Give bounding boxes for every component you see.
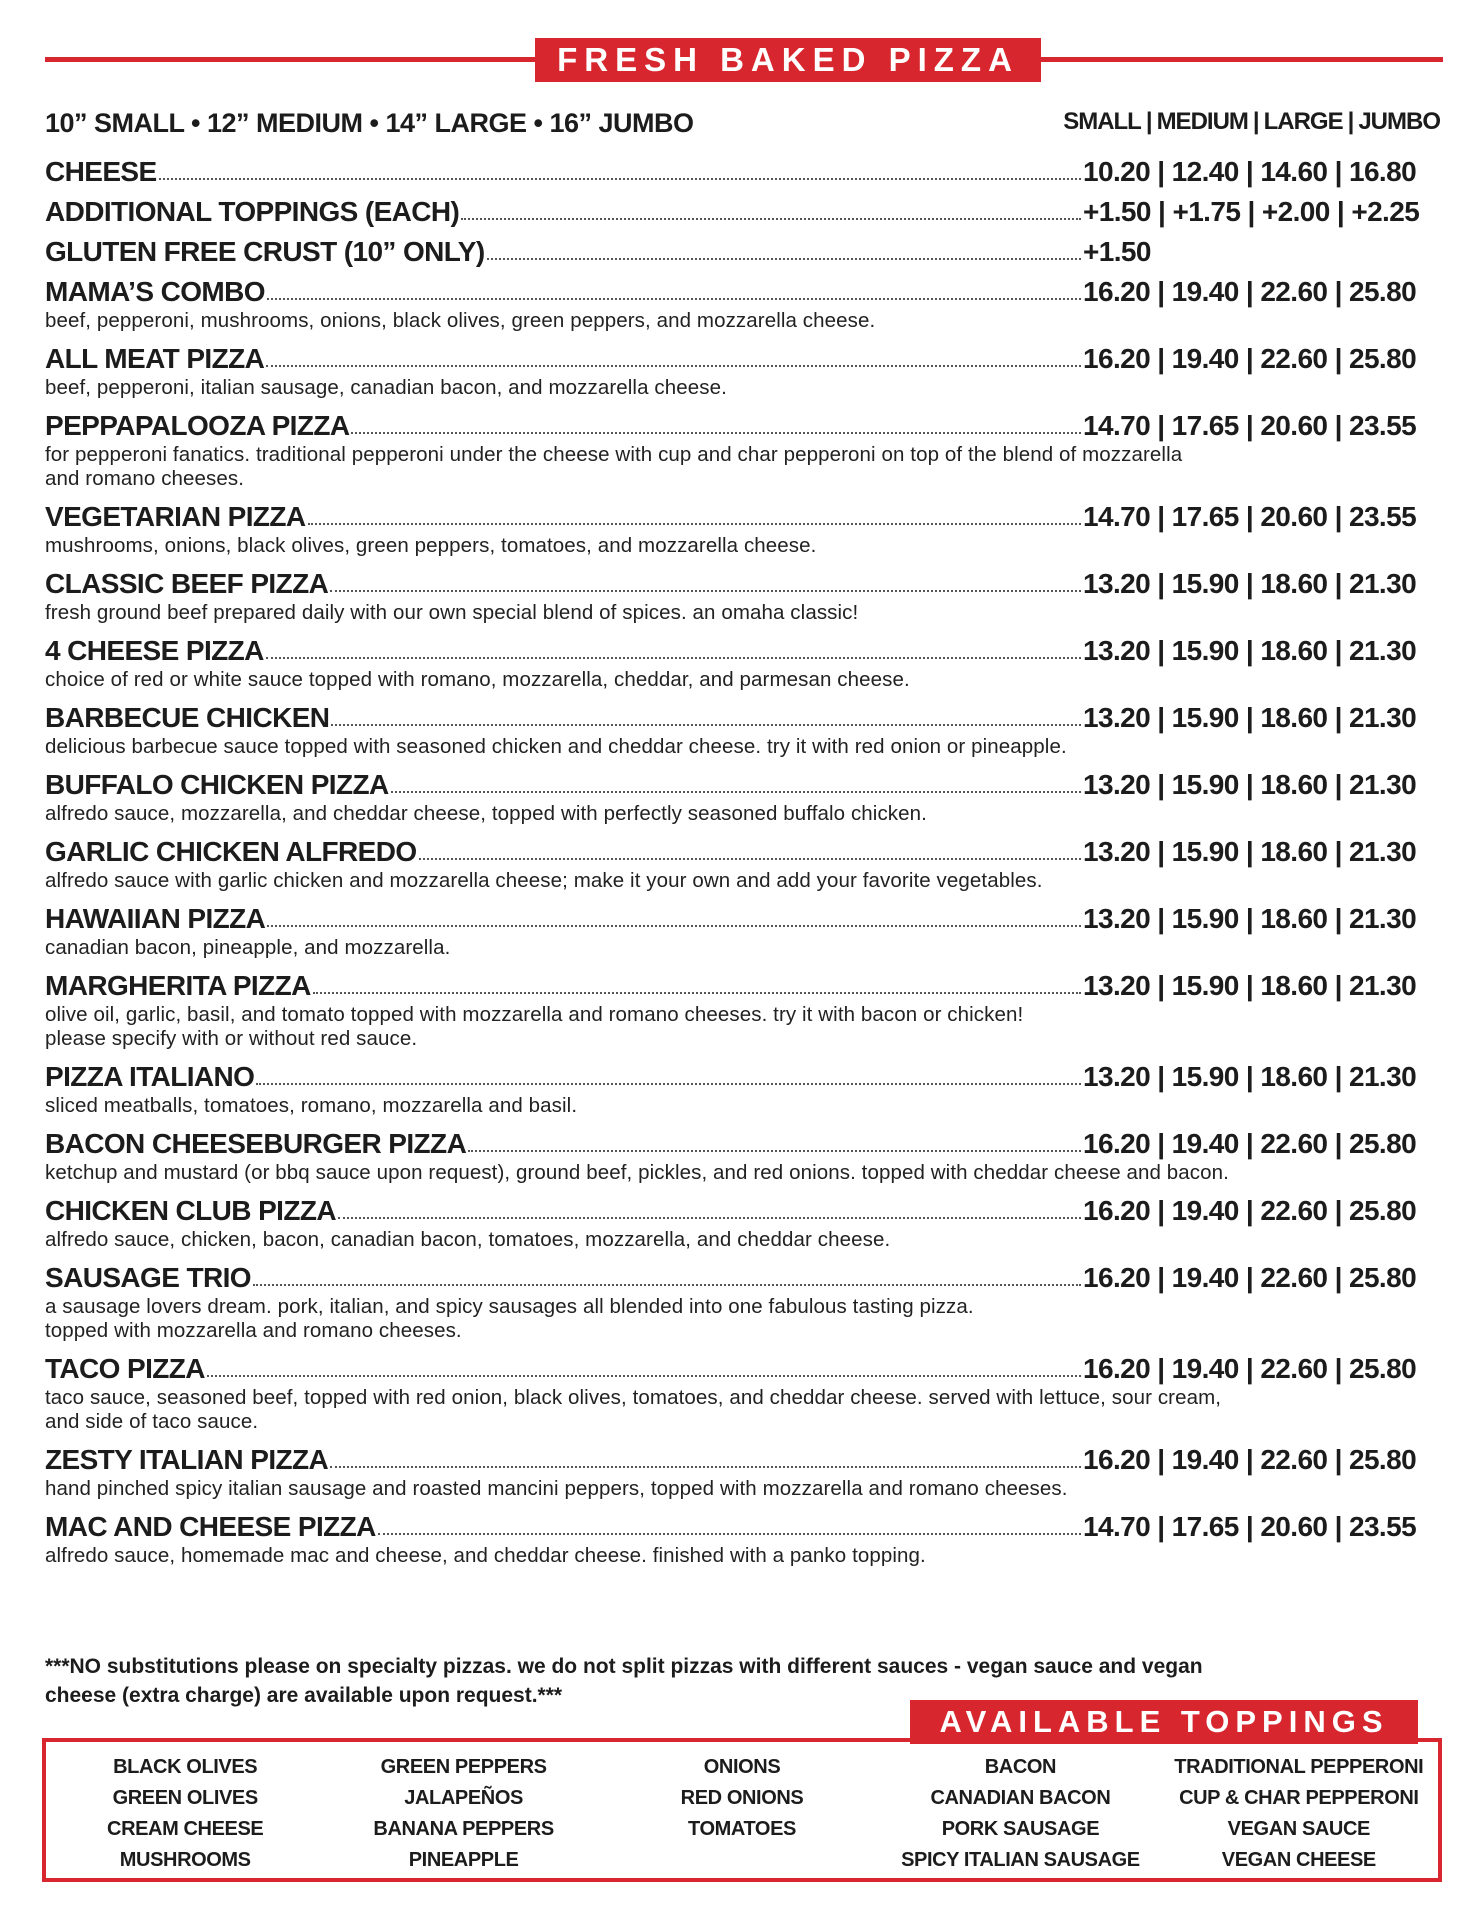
menu-item-name: VEGETARIAN PIZZA — [45, 501, 306, 532]
menu-item-line — [45, 1120, 1443, 1160]
menu-item-price: 16.20 | 19.40 | 22.60 | 25.80 — [1083, 1444, 1417, 1475]
menu-item-name: CLASSIC BEEF PIZZA — [45, 568, 329, 599]
dot-leader — [253, 1283, 1081, 1286]
menu-item — [45, 335, 1443, 400]
dot-leader — [267, 924, 1081, 927]
menu-item-description: delicious barbecue sauce topped with seasoned chicken and cheddar cheese. try it with red onion or pineapple. — [45, 735, 1067, 758]
header-banner: FRESH BAKED PIZZA — [535, 38, 1041, 82]
toppings-column — [324, 1752, 602, 1876]
menu-item-price: 13.20 | 15.90 | 18.60 | 21.30 — [1083, 568, 1417, 599]
dot-leader — [461, 217, 1081, 220]
menu-item-line — [45, 895, 1443, 935]
menu-item-price: 13.20 | 15.90 | 18.60 | 21.30 — [1083, 769, 1417, 800]
menu-item-name: CHEESE — [45, 156, 157, 187]
toppings-column — [1160, 1752, 1438, 1876]
menu-item-name: MAC AND CHEESE PIZZA — [45, 1511, 376, 1542]
menu-item-line — [45, 1345, 1443, 1385]
menu-item-line — [45, 188, 1443, 228]
menu-item-description: alfredo sauce, mozzarella, and cheddar cheese, topped with perfectly seasoned buffalo chicken. — [45, 802, 927, 825]
menu-item-line — [45, 761, 1443, 801]
menu-item-price: 13.20 | 15.90 | 18.60 | 21.30 — [1083, 836, 1417, 867]
menu-item-description: for pepperoni fanatics. traditional pepperoni under the cheese with cup and char pepperoni on top of the blend of mozzarella and romano cheeses. — [45, 443, 1183, 490]
menu-item-description: sliced meatballs, tomatoes, romano, mozzarella and basil. — [45, 1094, 578, 1117]
menu-item-description: alfredo sauce, chicken, bacon, canadian bacon, tomatoes, mozzarella, and cheddar cheese. — [45, 1228, 891, 1251]
topping-item: GREEN OLIVES — [112, 1787, 258, 1809]
menu-item-price: 10.20 | 12.40 | 14.60 | 16.80 — [1083, 156, 1417, 187]
menu-item-name: PEPPAPALOOZA PIZZA — [45, 410, 350, 441]
menu-item — [45, 761, 1443, 826]
menu-item-description: alfredo sauce, homemade mac and cheese, and cheddar cheese. finished with a panko topping. — [45, 1544, 926, 1567]
menu-item-name: BARBECUE CHICKEN — [45, 702, 330, 733]
menu-item-price: 14.70 | 17.65 | 20.60 | 23.55 — [1083, 410, 1417, 441]
menu-item-description: mushrooms, onions, black olives, green peppers, tomatoes, and mozzarella cheese. — [45, 534, 817, 557]
topping-item: PINEAPPLE — [408, 1849, 519, 1871]
menu-item-line — [45, 493, 1443, 533]
menu-item-price: 13.20 | 15.90 | 18.60 | 21.30 — [1083, 702, 1417, 733]
menu-item-name: ZESTY ITALIAN PIZZA — [45, 1444, 329, 1475]
menu-item-line — [45, 228, 1443, 268]
dot-leader — [308, 522, 1081, 525]
menu-item-line — [45, 1053, 1443, 1093]
topping-item: RED ONIONS — [680, 1787, 804, 1809]
dot-leader — [391, 790, 1081, 793]
dot-leader — [207, 1374, 1081, 1377]
topping-item: JALAPEÑOS — [404, 1787, 523, 1809]
menu-item — [45, 148, 1443, 188]
menu-item — [45, 895, 1443, 960]
menu-item-description: taco sauce, seasoned beef, topped with red onion, black olives, tomatoes, and cheddar cheese. served with lettuce, sour cream, and side of taco sauce. — [45, 1386, 1222, 1433]
menu-item-price: 16.20 | 19.40 | 22.60 | 25.80 — [1083, 343, 1417, 374]
menu-item-name: ADDITIONAL TOPPINGS (EACH) — [45, 196, 460, 227]
menu-item-name: HAWAIIAN PIZZA — [45, 903, 266, 934]
menu-item-name: GARLIC CHICKEN ALFREDO — [45, 836, 417, 867]
topping-item: SPICY ITALIAN SAUSAGE — [901, 1849, 1140, 1871]
menu-item-line — [45, 402, 1443, 442]
dot-leader — [331, 723, 1081, 726]
dot-leader — [378, 1532, 1081, 1535]
menu-item-name: CHICKEN CLUB PIZZA — [45, 1195, 336, 1226]
dot-leader — [419, 857, 1081, 860]
menu-item — [45, 1053, 1443, 1118]
dot-leader — [338, 1216, 1081, 1219]
menu-item — [45, 560, 1443, 625]
menu-item — [45, 694, 1443, 759]
topping-item: CUP & CHAR PEPPERONI — [1179, 1787, 1419, 1809]
menu-item-name: TACO PIZZA — [45, 1353, 205, 1384]
menu-item-description: choice of red or white sauce topped with romano, mozzarella, cheddar, and parmesan cheese. — [45, 668, 910, 691]
topping-item: CANADIAN BACON — [930, 1787, 1111, 1809]
toppings-column — [881, 1752, 1159, 1876]
menu-item-description: alfredo sauce with garlic chicken and mozzarella cheese; make it your own and add your favorite vegetables. — [45, 869, 1043, 892]
topping-item: BANANA PEPPERS — [373, 1818, 554, 1840]
menu-item-name: MARGHERITA PIZZA — [45, 970, 311, 1001]
menu-header — [45, 38, 1443, 82]
topping-item: MUSHROOMS — [119, 1849, 251, 1871]
dot-leader — [330, 589, 1081, 592]
menu-item — [45, 228, 1443, 268]
menu-item — [45, 402, 1443, 491]
menu-item-description: ketchup and mustard (or bbq sauce upon request), ground beef, pickles, and red onions. topped with cheddar cheese and bacon. — [45, 1161, 1229, 1184]
size-header-large: LARGE — [1263, 108, 1343, 135]
dot-leader — [313, 991, 1081, 994]
menu-item-name: PIZZA ITALIANO — [45, 1061, 255, 1092]
dot-leader — [351, 431, 1081, 434]
menu-item-price: 13.20 | 15.90 | 18.60 | 21.30 — [1083, 970, 1417, 1001]
topping-item: ONIONS — [703, 1756, 781, 1778]
dot-leader — [256, 1082, 1081, 1085]
menu-item-price: +1.50 | +1.75 | +2.00 | +2.25 — [1083, 196, 1420, 227]
toppings-title: AVAILABLE TOPPINGS — [910, 1700, 1418, 1744]
size-header-jumbo: JUMBO — [1358, 108, 1440, 135]
menu-item — [45, 627, 1443, 692]
menu-item — [45, 828, 1443, 893]
menu-item-name: MAMA’S COMBO — [45, 276, 265, 307]
menu-item-name: ALL MEAT PIZZA — [45, 343, 265, 374]
menu-item-price: 16.20 | 19.40 | 22.60 | 25.80 — [1083, 1195, 1417, 1226]
menu-item — [45, 1503, 1443, 1568]
dot-leader — [330, 1465, 1081, 1468]
toppings-column — [46, 1752, 324, 1876]
menu-item — [45, 1436, 1443, 1501]
menu-item-description: fresh ground beef prepared daily with our own special blend of spices. an omaha classic! — [45, 601, 859, 624]
size-header-separator: | — [1252, 108, 1259, 135]
substitution-note: ***NO substitutions please on specialty pizzas. we do not split pizzas with different sauces - vegan sauce and vegan cheese (extra charge) are available upon request.*** — [45, 1655, 1203, 1707]
size-column-headers — [1063, 108, 1443, 136]
menu-item — [45, 493, 1443, 558]
topping-item: TRADITIONAL PEPPERONI — [1174, 1756, 1424, 1778]
size-legend-text: 10” SMALL • 12” MEDIUM • 14” LARGE • 16” JUMBO — [45, 108, 694, 138]
menu-item-description: beef, pepperoni, italian sausage, canadian bacon, and mozzarella cheese. — [45, 376, 727, 399]
menu-item-name: BUFFALO CHICKEN PIZZA — [45, 769, 389, 800]
toppings-grid — [46, 1752, 1438, 1876]
dot-leader — [487, 257, 1081, 260]
topping-item: CREAM CHEESE — [107, 1818, 264, 1840]
menu-item-line — [45, 268, 1443, 308]
menu-item-price: 13.20 | 15.90 | 18.60 | 21.30 — [1083, 903, 1417, 934]
menu-item-line — [45, 962, 1443, 1002]
size-header-separator: | — [1145, 108, 1152, 135]
menu-item-price: +1.50 — [1083, 236, 1151, 267]
menu-item-description: beef, pepperoni, mushrooms, onions, black olives, green peppers, and mozzarella cheese. — [45, 309, 876, 332]
menu-item-price: 13.20 | 15.90 | 18.60 | 21.30 — [1083, 1061, 1417, 1092]
topping-item: BLACK OLIVES — [113, 1756, 258, 1778]
menu-item-name: 4 CHEESE PIZZA — [45, 635, 264, 666]
menu-item — [45, 1187, 1443, 1252]
menu-item — [45, 1120, 1443, 1185]
menu-item-line — [45, 828, 1443, 868]
size-header-medium: MEDIUM — [1156, 108, 1248, 135]
menu-item-name: BACON CHEESEBURGER PIZZA — [45, 1128, 467, 1159]
dot-leader — [468, 1149, 1081, 1152]
menu-item — [45, 962, 1443, 1051]
menu-item-description: olive oil, garlic, basil, and tomato topped with mozzarella and romano cheeses. try it with bacon or chicken! please specify with or without red sauce. — [45, 1003, 1024, 1050]
menu-item-price: 16.20 | 19.40 | 22.60 | 25.80 — [1083, 1262, 1417, 1293]
size-header-small: SMALL — [1063, 108, 1141, 135]
menu-item-line — [45, 148, 1443, 188]
menu-item-line — [45, 335, 1443, 375]
dot-leader — [159, 177, 1081, 180]
menu-item-description: hand pinched spicy italian sausage and roasted mancini peppers, topped with mozzarella and romano cheeses. — [45, 1477, 1068, 1500]
menu-item-line — [45, 1187, 1443, 1227]
menu-item-name: SAUSAGE TRIO — [45, 1262, 251, 1293]
menu-item-line — [45, 1436, 1443, 1476]
topping-item: TOMATOES — [688, 1818, 796, 1840]
size-header-separator: | — [1347, 108, 1354, 135]
dot-leader — [266, 364, 1081, 367]
menu-item-price: 16.20 | 19.40 | 22.60 | 25.80 — [1083, 1128, 1417, 1159]
topping-item: BACON — [984, 1756, 1057, 1778]
menu-item — [45, 188, 1443, 228]
menu-item — [45, 1345, 1443, 1434]
menu-item-description: canadian bacon, pineapple, and mozzarella. — [45, 936, 451, 959]
menu-item-price: 14.70 | 17.65 | 20.60 | 23.55 — [1083, 501, 1417, 532]
menu-item — [45, 1254, 1443, 1343]
menu-list — [45, 148, 1443, 1570]
menu-item-description: a sausage lovers dream. pork, italian, and spicy sausages all blended into one fabulous tasting pizza. topped with mozzarella and romano cheeses. — [45, 1295, 974, 1342]
toppings-column — [603, 1752, 881, 1876]
menu-item-name: GLUTEN FREE CRUST (10” ONLY) — [45, 236, 485, 267]
menu-item-price: 16.20 | 19.40 | 22.60 | 25.80 — [1083, 276, 1417, 307]
menu-item-line — [45, 560, 1443, 600]
dot-leader — [266, 656, 1081, 659]
menu-item-price: 14.70 | 17.65 | 20.60 | 23.55 — [1083, 1511, 1417, 1542]
topping-item: VEGAN CHEESE — [1221, 1849, 1376, 1871]
topping-item: PORK SAUSAGE — [941, 1818, 1100, 1840]
size-legend — [45, 108, 1443, 144]
dot-leader — [267, 297, 1081, 300]
menu-item-line — [45, 1503, 1443, 1543]
menu-item-line — [45, 694, 1443, 734]
menu-item-price: 16.20 | 19.40 | 22.60 | 25.80 — [1083, 1353, 1417, 1384]
topping-item: VEGAN SAUCE — [1227, 1818, 1370, 1840]
menu-item-line — [45, 627, 1443, 667]
menu-item — [45, 268, 1443, 333]
menu-item-price: 13.20 | 15.90 | 18.60 | 21.30 — [1083, 635, 1417, 666]
menu-item-line — [45, 1254, 1443, 1294]
topping-item: GREEN PEPPERS — [380, 1756, 547, 1778]
